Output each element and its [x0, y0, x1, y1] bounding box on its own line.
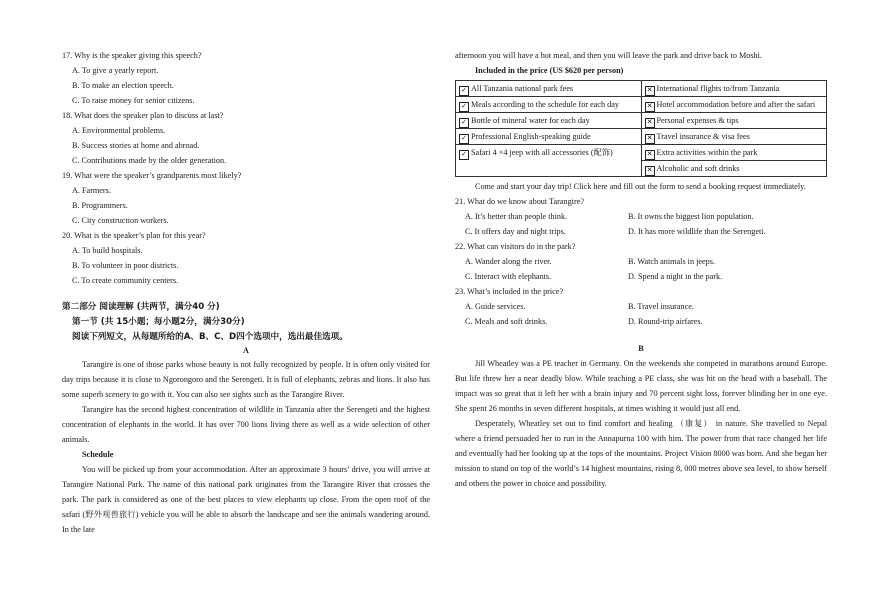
- option: C. Interact with elephants.: [465, 272, 552, 281]
- options-row: [455, 209, 827, 224]
- option: B. To make an election speech.: [72, 81, 174, 90]
- excluded-item: ✕ Hotel accommodation before and after the safari: [641, 97, 827, 113]
- excluded-item: ✕ International flights to/from Tanzania: [641, 81, 827, 97]
- included-item: ✓ Professional English-speaking guide: [456, 129, 642, 145]
- option: A. Environmental problems.: [72, 126, 166, 135]
- schedule-heading: Schedule: [82, 450, 114, 459]
- options-row: [455, 269, 827, 284]
- options-row: [455, 314, 827, 329]
- checkbox-crossed-icon: ✕: [645, 166, 655, 176]
- question-18: 18. What does the speaker plan to discuss at last?: [62, 111, 224, 120]
- option: B. To volunteer in poor districts.: [72, 261, 179, 270]
- section-one-heading: 第一节 (共 15小题；每小题2分，满分30分): [72, 317, 245, 327]
- option: A. To build hospitals.: [72, 246, 143, 255]
- option: A. To give a yearly report.: [72, 66, 159, 75]
- option: D. Spend a night in the park.: [628, 272, 723, 281]
- excluded-item: ✕ Personal expenses & tips: [641, 113, 827, 129]
- option: C. To create community centers.: [72, 276, 179, 285]
- checkbox-crossed-icon: ✕: [645, 134, 655, 144]
- passage-b-title: B: [638, 344, 644, 353]
- passage-a-title: A: [243, 346, 249, 355]
- option: A. Wander along the river.: [465, 257, 552, 266]
- included-item: ✓ All Tanzania national park fees: [456, 81, 642, 97]
- excluded-item: ✕ Travel insurance & visa fees: [641, 129, 827, 145]
- question-21: 21. What do we know about Tarangire?: [455, 197, 584, 206]
- options-row: [455, 254, 827, 269]
- excluded-item: ✕ Alcoholic and soft drinks: [641, 161, 827, 177]
- instruction: 阅读下列短文，从每题所给的A、B、C、D四个选项中，选出最佳选项。: [72, 332, 348, 342]
- option: B. Programmers.: [72, 201, 128, 210]
- included-item: ✓ Safari 4 ×4 jeep with all accessories (配饰): [456, 145, 642, 177]
- checkbox-checked-icon: ✓: [459, 86, 469, 96]
- checkbox-checked-icon: ✓: [459, 150, 469, 160]
- option: C. City construction workers.: [72, 216, 169, 225]
- option: B. Success stories at home and abroad.: [72, 141, 200, 150]
- option: C. Meals and soft drinks.: [465, 317, 548, 326]
- checkbox-crossed-icon: ✕: [645, 102, 655, 112]
- excluded-item: ✕ Extra activities within the park: [641, 145, 827, 161]
- left-column: [62, 48, 430, 537]
- checkbox-checked-icon: ✓: [459, 102, 469, 112]
- question-23: 23. What’s included in the price?: [455, 287, 564, 296]
- checkbox-crossed-icon: ✕: [645, 86, 655, 96]
- option: A. Farmers.: [72, 186, 111, 195]
- option: C. To raise money for senior citizens.: [72, 96, 195, 105]
- included-item: ✓ Meals according to the schedule for each day: [456, 97, 642, 113]
- included-item: ✓ Bottle of mineral water for each day: [456, 113, 642, 129]
- price-table: [455, 80, 827, 177]
- option: B. Travel insurance.: [628, 302, 694, 311]
- question-19: 19. What were the speaker’s grandparents most likely?: [62, 171, 242, 180]
- question-17: 17. Why is the speaker giving this speech?: [62, 51, 202, 60]
- booking-cta: Come and start your day trip! Click here and fill out the form to send a booking request immediately.: [475, 182, 806, 191]
- options-row: [455, 224, 827, 239]
- question-22: 22. What can visitors do in the park?: [455, 242, 576, 251]
- option: D. Round-trip airfares.: [628, 317, 703, 326]
- option: B. It owns the biggest lion population.: [628, 212, 754, 221]
- passage-b-paragraph: Jill Wheatley was a PE teacher in Germany. On the weekends she competed in marathons around Europe. But life threw her a near deadly blow. While teaching a PE class, she was hit on the head with a baseball. The impact was so great that it left her with a brain injury and 70 percent sight loss, forever blinding her in one eye. She spent 26 months in seven different hospitals, at times wishing it would just all end.: [455, 359, 827, 413]
- passage-a-paragraph: Tarangire is one of those parks whose beauty is not fully recognized by people. It is often only visited for day trips because it is close to Ngorongoro and the Serengeti. It is full of elephants, zebras and lions. It also has some superb scenery to go with it. You can also see sights such as the Tarangire River.: [62, 360, 430, 399]
- checkbox-crossed-icon: ✕: [645, 150, 655, 160]
- part-two-heading: 第二部分 阅读理解 (共两节，满分40 分): [62, 302, 220, 312]
- passage-a-continuation: afternoon you will have a hot meal, and then you will leave the park and drive back to Moshi.: [455, 51, 762, 60]
- question-20: 20. What is the speaker’s plan for this year?: [62, 231, 206, 240]
- passage-a-paragraph: Tarangire has the second highest concentration of wildlife in Tanzania after the Serengeti and the highest concentration of elephants in the world. It has over 700 lions living there as well as a wide selection of other animals.: [62, 405, 430, 444]
- passage-a-paragraph: You will be picked up from your accommodation. After an approximate 3 hours’ drive, you will arrive at Tarangire National Park. The name of this national park originates from the Tarangire River that crosses the park. The park is considered as one of the best places to view elephants up close. From the open roof of the safari (野外观兽旅行) vehicle you will be able to absorb the landscape and see the animals wandering around. In the late: [62, 465, 430, 534]
- checkbox-crossed-icon: ✕: [645, 118, 655, 128]
- option: C. Contributions made by the older generation.: [72, 156, 227, 165]
- option: A. Guide services.: [465, 302, 526, 311]
- right-column: [455, 48, 827, 491]
- checkbox-checked-icon: ✓: [459, 134, 469, 144]
- option: D. It has more wildlife than the Serengeti.: [628, 227, 766, 236]
- options-row: [455, 299, 827, 314]
- price-table-title: Included in the price (US $620 per person): [475, 66, 624, 75]
- passage-b-paragraph: Desperately, Wheatley set out to find comfort and healing （康复） in nature. She travelled to Nepal where a friend persuaded her to run in the Annapurna 100 with him. The power from that race changed her life and eventually had her looking up at the tops of the mountains. Project Vision 8000 was born. And she began her mission to stand on top of the world’s 14 highest mountains, rising 8, 000 metres above sea level, to show herself and others the power in choice and possibility.: [455, 419, 827, 488]
- option: C. It offers day and night trips.: [465, 227, 566, 236]
- option: A. It’s better than people think.: [465, 212, 568, 221]
- checkbox-checked-icon: ✓: [459, 118, 469, 128]
- option: B. Watch animals in jeeps.: [628, 257, 715, 266]
